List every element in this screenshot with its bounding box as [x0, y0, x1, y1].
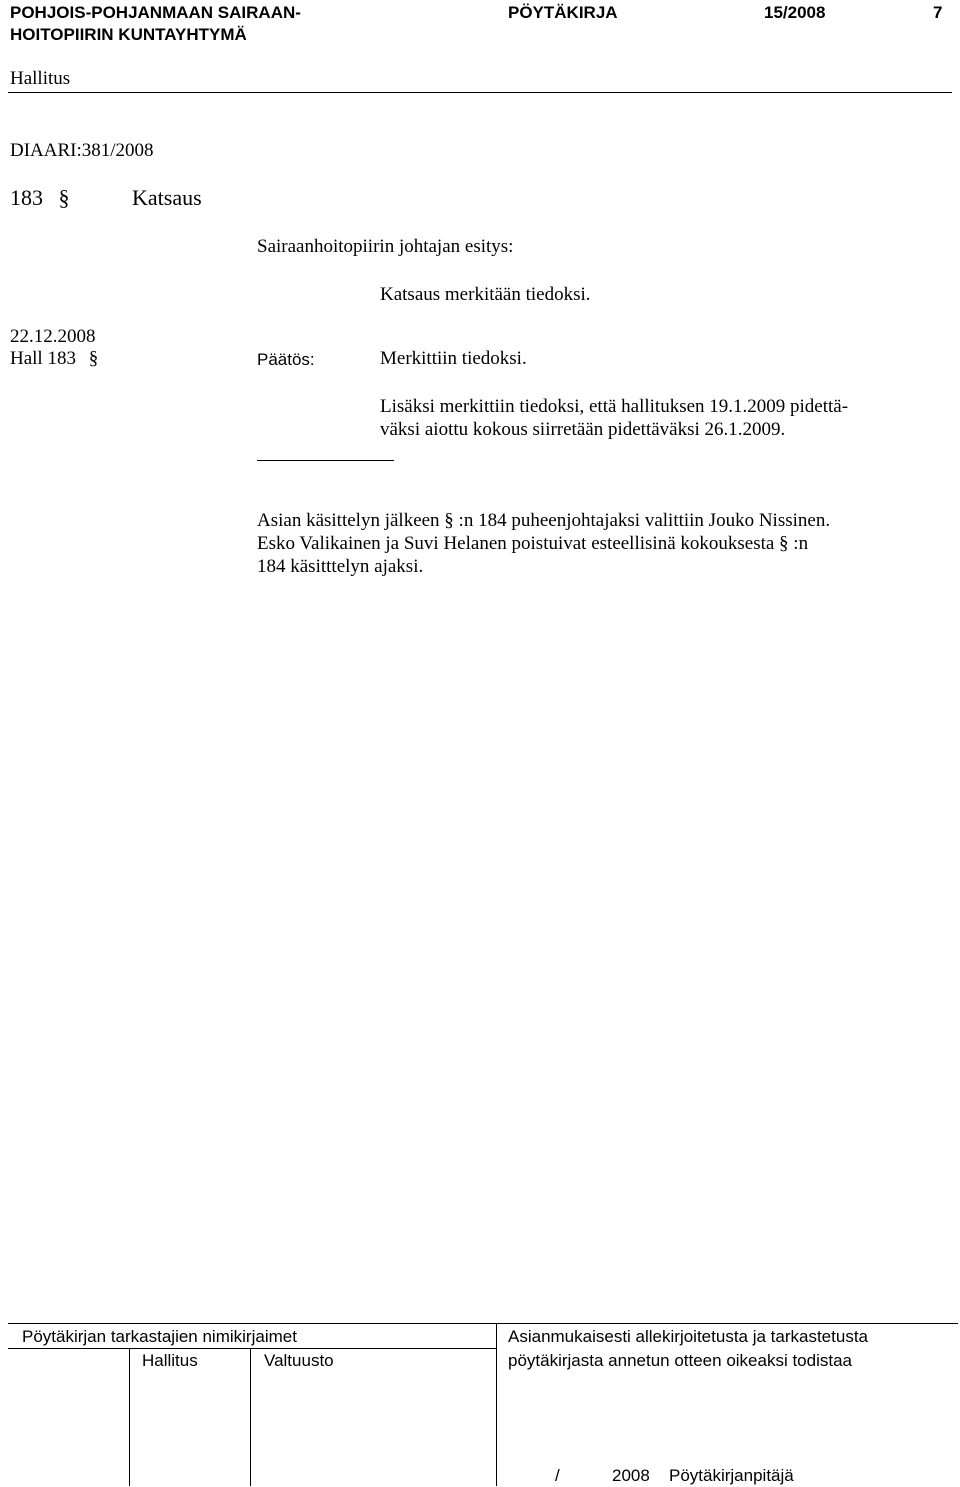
proposal-label: Sairaanhoitopiirin johtajan esitys:	[257, 236, 514, 257]
hall-ref-text: Hall 183	[10, 348, 76, 369]
doc-number: 15/2008	[764, 3, 826, 22]
footer-top-rule	[8, 1323, 958, 1324]
minutes-keeper: Pöytäkirjanpitäjä	[669, 1466, 794, 1485]
meeting-date: 22.12.2008	[10, 326, 96, 347]
footer-col-divider-3	[496, 1323, 497, 1486]
section-sign: §	[58, 185, 70, 210]
decision-text: Merkittiin tiedoksi.	[380, 348, 527, 369]
footer-mid-rule	[8, 1348, 496, 1349]
decision-label: Päätös:	[257, 350, 315, 369]
date-slash: /	[555, 1466, 560, 1485]
footer-col-divider-1	[129, 1348, 130, 1486]
page-number: 7	[933, 3, 943, 22]
case-title: Katsaus	[132, 185, 202, 210]
hall-section-sign: §	[88, 348, 99, 369]
header-divider	[8, 92, 952, 93]
note-line2: Esko Valikainen ja Suvi Helanen poistuivat esteellisinä kokouksesta § :n	[257, 533, 809, 554]
org-name-line1: POHJOIS-POHJANMAAN SAIRAAN-	[10, 3, 301, 22]
footer-col-divider-2	[250, 1348, 251, 1486]
proposal-text: Katsaus merkitään tiedoksi.	[380, 284, 591, 305]
hall-reference	[10, 348, 98, 370]
note-line3: 184 käsitttelyn ajaksi.	[257, 556, 424, 577]
footer-year: 2008	[612, 1466, 650, 1485]
short-divider	[257, 460, 394, 461]
certify-line2: pöytäkirjasta annetun otteen oikeaksi todistaa	[508, 1351, 853, 1370]
additional-line1: Lisäksi merkittiin tiedoksi, että hallituksen 19.1.2009 pidettä-	[380, 396, 849, 417]
header-body-name: Hallitus	[10, 68, 71, 89]
additional-line2: väksi aiottu kokous siirretään pidettäväksi 26.1.2009.	[380, 419, 786, 440]
signers-heading: Pöytäkirjan tarkastajien nimikirjaimet	[22, 1327, 297, 1346]
org-name-line2: HOITOPIIRIN KUNTAYHTYMÄ	[10, 25, 247, 44]
note-line1: Asian käsittelyn jälkeen § :n 184 puheenjohtajaksi valittiin Jouko Nissinen.	[257, 510, 831, 531]
doc-type: PÖYTÄKIRJA	[508, 3, 618, 22]
certify-line1: Asianmukaisesti allekirjoitetusta ja tarkastetusta	[508, 1327, 868, 1346]
diaari: DIAARI:381/2008	[10, 140, 154, 161]
footer-col-hallitus: Hallitus	[142, 1351, 198, 1370]
footer-col-valtuusto: Valtuusto	[264, 1351, 334, 1370]
case-number: 183	[10, 185, 43, 210]
case-heading	[10, 185, 202, 211]
